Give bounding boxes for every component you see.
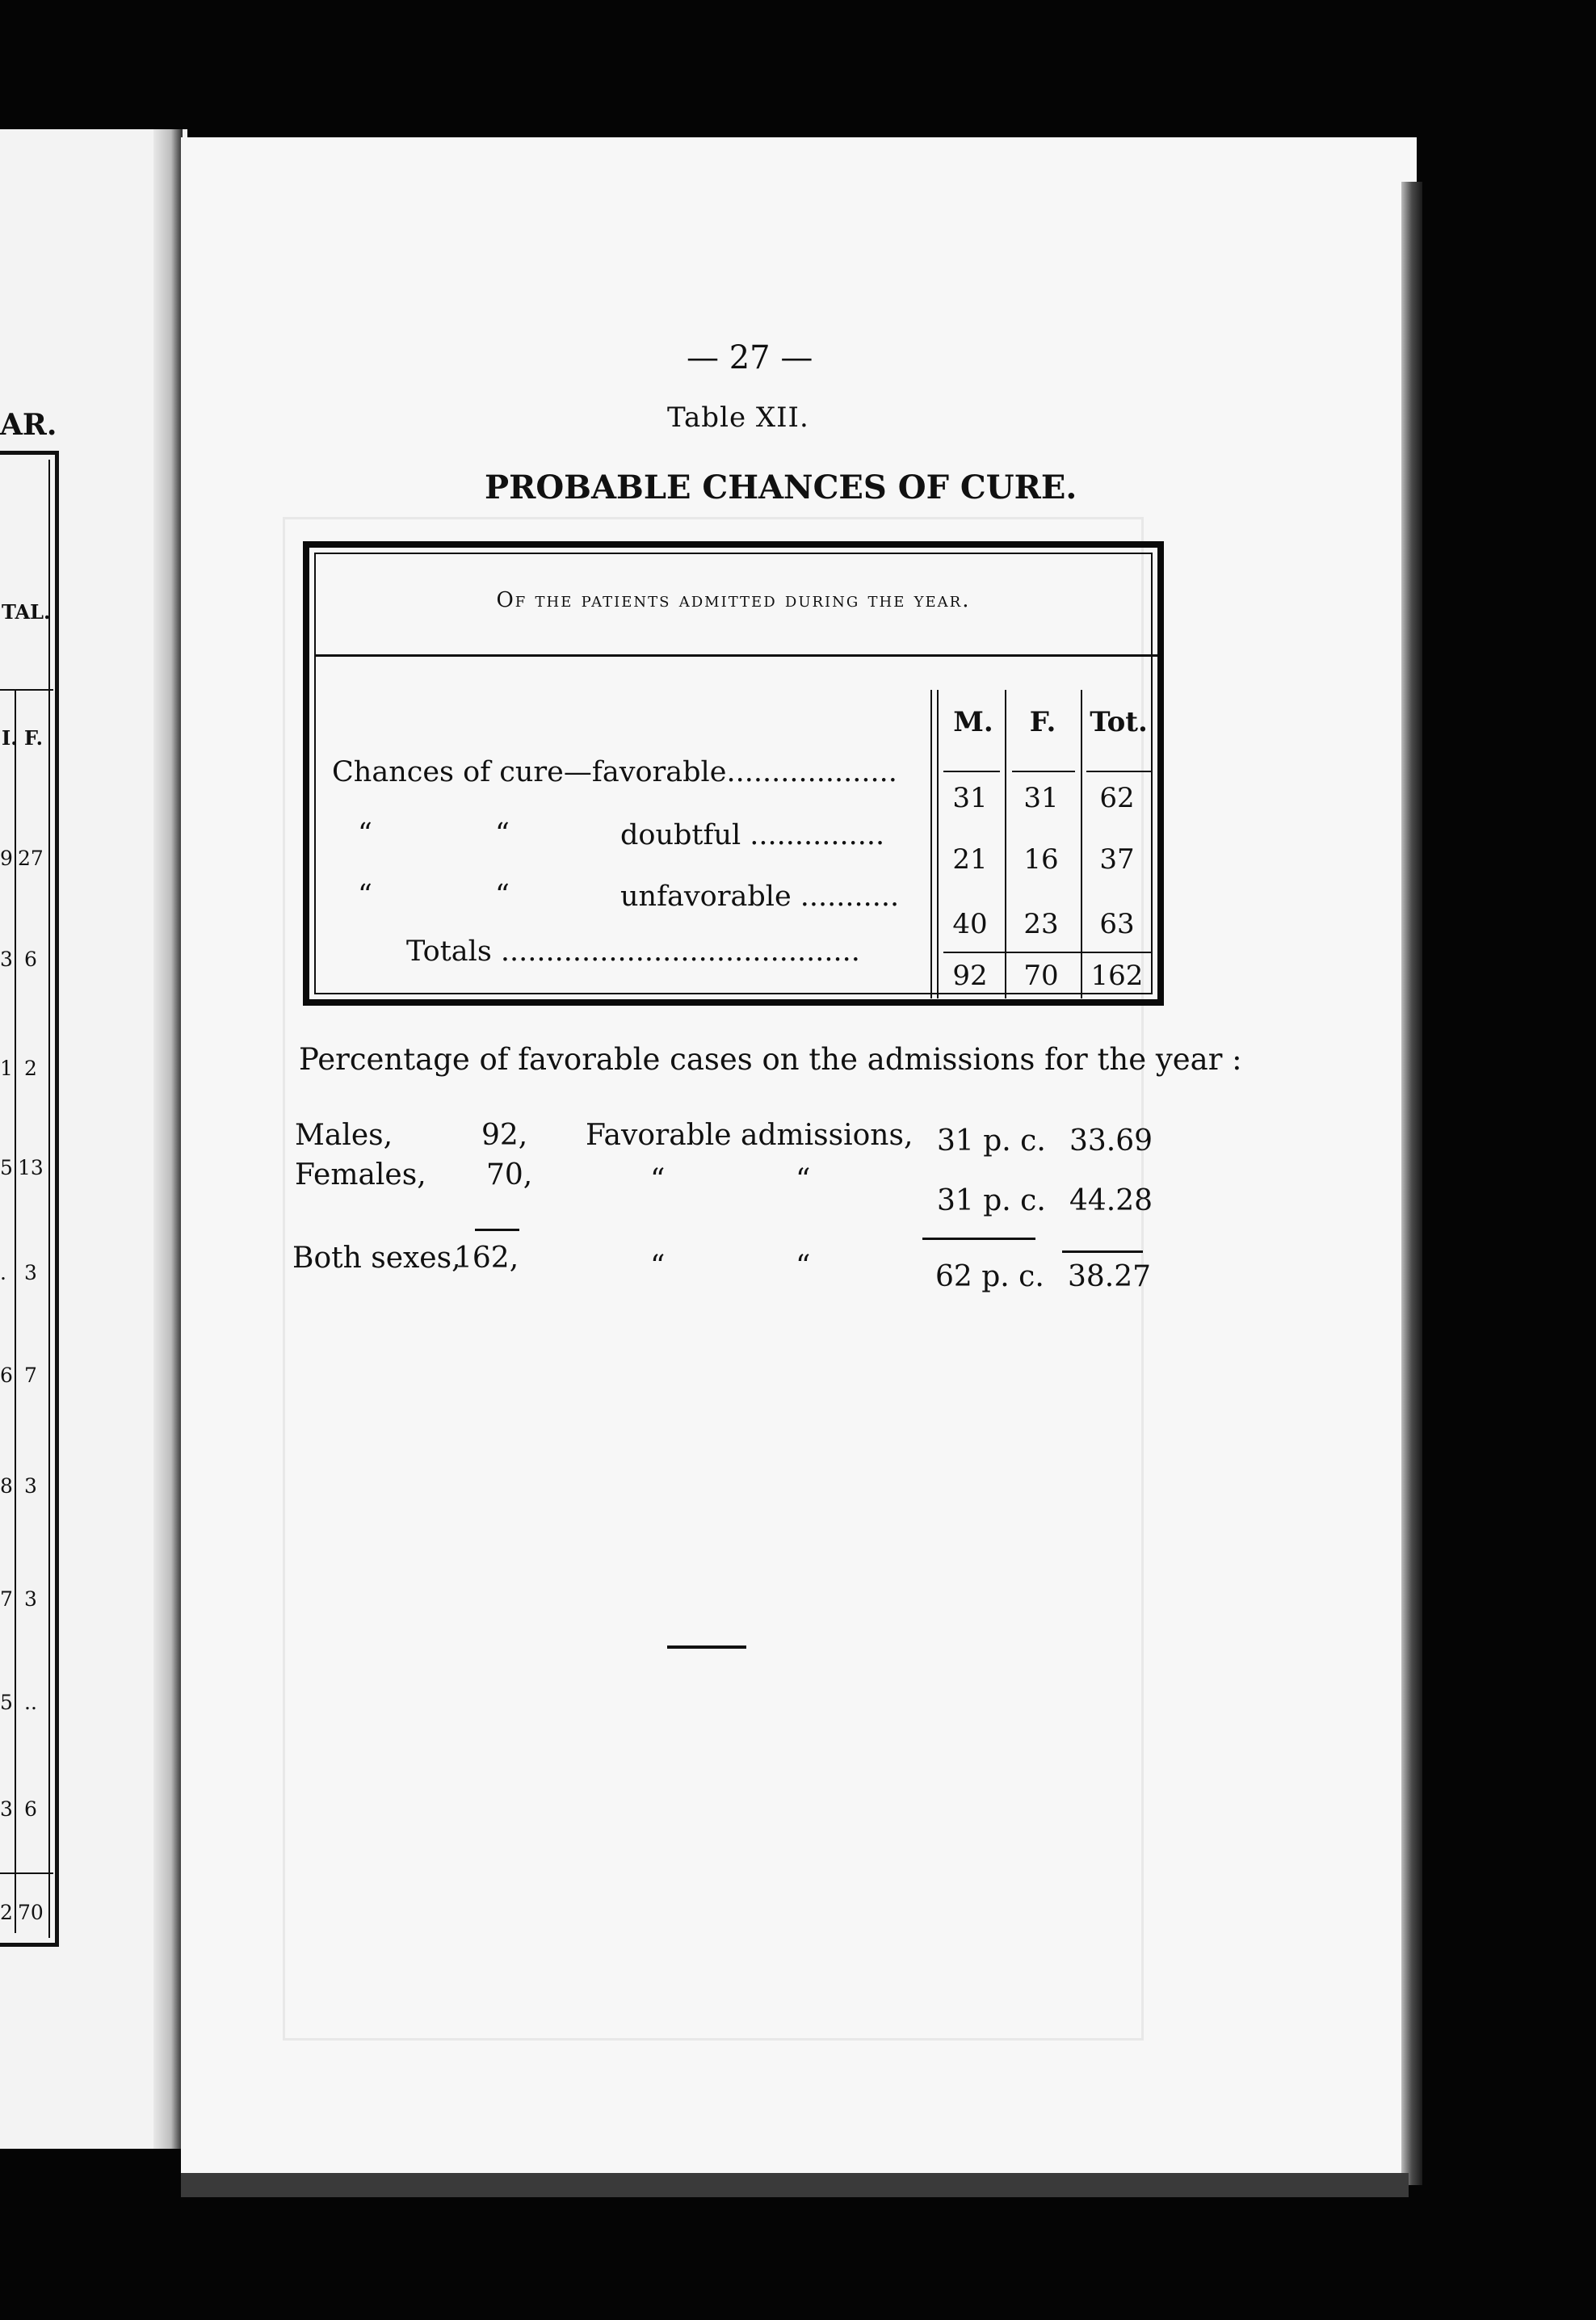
percent-pc: 31 p. c. bbox=[937, 1184, 1046, 1217]
cell-f: 23 bbox=[1023, 908, 1059, 940]
cell-f: 16 bbox=[1023, 843, 1059, 876]
cell-f: 70 bbox=[1023, 960, 1059, 992]
ditto-mark: “ bbox=[796, 1250, 811, 1283]
table-label: Table XII. bbox=[667, 401, 809, 434]
ditto-mark: “ bbox=[650, 1163, 666, 1196]
left-table-column-rule bbox=[15, 689, 16, 1933]
left-table-rule bbox=[0, 689, 53, 691]
column-rule bbox=[930, 690, 932, 998]
cell-tot: 62 bbox=[1099, 782, 1135, 814]
left-f-value: 3 bbox=[24, 1474, 37, 1498]
cell-m: 92 bbox=[952, 960, 988, 992]
header-cell-rule bbox=[1086, 771, 1151, 772]
percent-value: 38.27 bbox=[1068, 1260, 1152, 1293]
left-f-value: 13 bbox=[18, 1156, 44, 1179]
row-label-totals: Totals ........................................ bbox=[406, 935, 860, 968]
header-cell-rule bbox=[1012, 771, 1075, 772]
group-label: Both sexes, bbox=[292, 1242, 461, 1275]
left-f-value: 6 bbox=[24, 948, 37, 971]
ditto-mark: “ bbox=[796, 1163, 811, 1196]
left-m-fragment: 5 bbox=[0, 1156, 13, 1179]
left-page-title-fragment: AR. bbox=[0, 408, 57, 442]
cell-tot: 162 bbox=[1090, 960, 1144, 992]
page-bottom-shadow bbox=[181, 2173, 1409, 2197]
ditto-mark: “ bbox=[650, 1250, 666, 1283]
page-edge bbox=[1401, 182, 1422, 2185]
percent-pc: 31 p. c. bbox=[937, 1124, 1046, 1158]
sum-rule bbox=[475, 1229, 519, 1231]
ditto-mark: “ bbox=[358, 817, 372, 850]
table-heading-rule bbox=[316, 654, 1157, 657]
ditto-mark: “ bbox=[495, 879, 510, 911]
row-label-favorable: Chances of cure—favorable................... bbox=[332, 756, 897, 788]
cell-tot: 37 bbox=[1099, 843, 1135, 876]
favorable-admissions-label: Favorable admissions, bbox=[586, 1119, 914, 1152]
left-page-gutter bbox=[153, 129, 183, 2149]
left-f-value: 27 bbox=[18, 847, 44, 870]
cell-tot: 63 bbox=[1099, 908, 1135, 940]
cell-m: 31 bbox=[952, 782, 988, 814]
left-f-value: .. bbox=[24, 1691, 37, 1714]
cell-m: 40 bbox=[952, 908, 988, 940]
left-f-value: 7 bbox=[24, 1364, 37, 1387]
table-heading: Of the patients admitted during the year. bbox=[496, 588, 971, 612]
column-header-f: F. bbox=[1029, 706, 1056, 738]
page-number: — 27 — bbox=[687, 339, 813, 376]
left-table-inner-rule bbox=[0, 460, 50, 1938]
left-table-rule bbox=[0, 1872, 53, 1874]
column-header-tot: Tot. bbox=[1090, 706, 1148, 738]
group-count: 70, bbox=[486, 1158, 533, 1192]
left-m-fragment: 7 bbox=[0, 1587, 13, 1611]
left-header-fragment: TAL. bbox=[2, 600, 51, 624]
closing-rule bbox=[667, 1645, 746, 1649]
cell-f: 31 bbox=[1023, 782, 1059, 814]
ditto-mark: “ bbox=[495, 817, 510, 850]
ditto-mark: “ bbox=[358, 879, 372, 911]
table-title: PROBABLE CHANCES OF CURE. bbox=[485, 469, 1077, 506]
left-m-fragment: 5 bbox=[0, 1691, 13, 1714]
left-f-value: 6 bbox=[24, 1797, 37, 1821]
sum-rule bbox=[922, 1238, 1035, 1240]
percent-value: 33.69 bbox=[1069, 1124, 1153, 1158]
header-cell-rule bbox=[943, 771, 1000, 772]
left-f-value: 3 bbox=[24, 1261, 37, 1284]
cell-m: 21 bbox=[952, 843, 988, 876]
left-f-value: 3 bbox=[24, 1587, 37, 1611]
row-label-unfavorable: unfavorable ........... bbox=[620, 881, 900, 913]
row-label-doubtful: doubtful ............... bbox=[620, 819, 885, 851]
left-m-fragment: 6 bbox=[0, 1364, 13, 1387]
left-page-table bbox=[0, 451, 59, 1947]
left-m-fragment: 2 bbox=[0, 1901, 13, 1924]
left-m-fragment: 3 bbox=[0, 1797, 13, 1821]
column-header-m: M. bbox=[953, 706, 993, 738]
percent-value: 44.28 bbox=[1069, 1184, 1153, 1217]
data-table bbox=[303, 541, 1164, 1006]
group-label: Females, bbox=[295, 1158, 426, 1192]
left-f-value: 2 bbox=[24, 1057, 37, 1080]
left-f-value: 70 bbox=[18, 1901, 44, 1924]
group-label: Males, bbox=[295, 1119, 393, 1152]
group-count: 92, bbox=[481, 1119, 528, 1152]
left-m-fragment: 3 bbox=[0, 948, 13, 971]
sum-rule bbox=[1062, 1250, 1143, 1253]
percent-pc: 62 p. c. bbox=[935, 1260, 1044, 1293]
left-m-fragment: 1 bbox=[0, 1057, 13, 1080]
left-m-fragment: . bbox=[0, 1261, 6, 1284]
left-column-fragment: I. F. bbox=[2, 726, 43, 750]
left-m-fragment: 8 bbox=[0, 1474, 13, 1498]
group-count: 162, bbox=[454, 1242, 519, 1275]
left-m-fragment: 9 bbox=[0, 847, 13, 870]
totals-rule bbox=[943, 952, 1151, 953]
percentage-heading: Percentage of favorable cases on the admissions for the year : bbox=[299, 1042, 1242, 1077]
